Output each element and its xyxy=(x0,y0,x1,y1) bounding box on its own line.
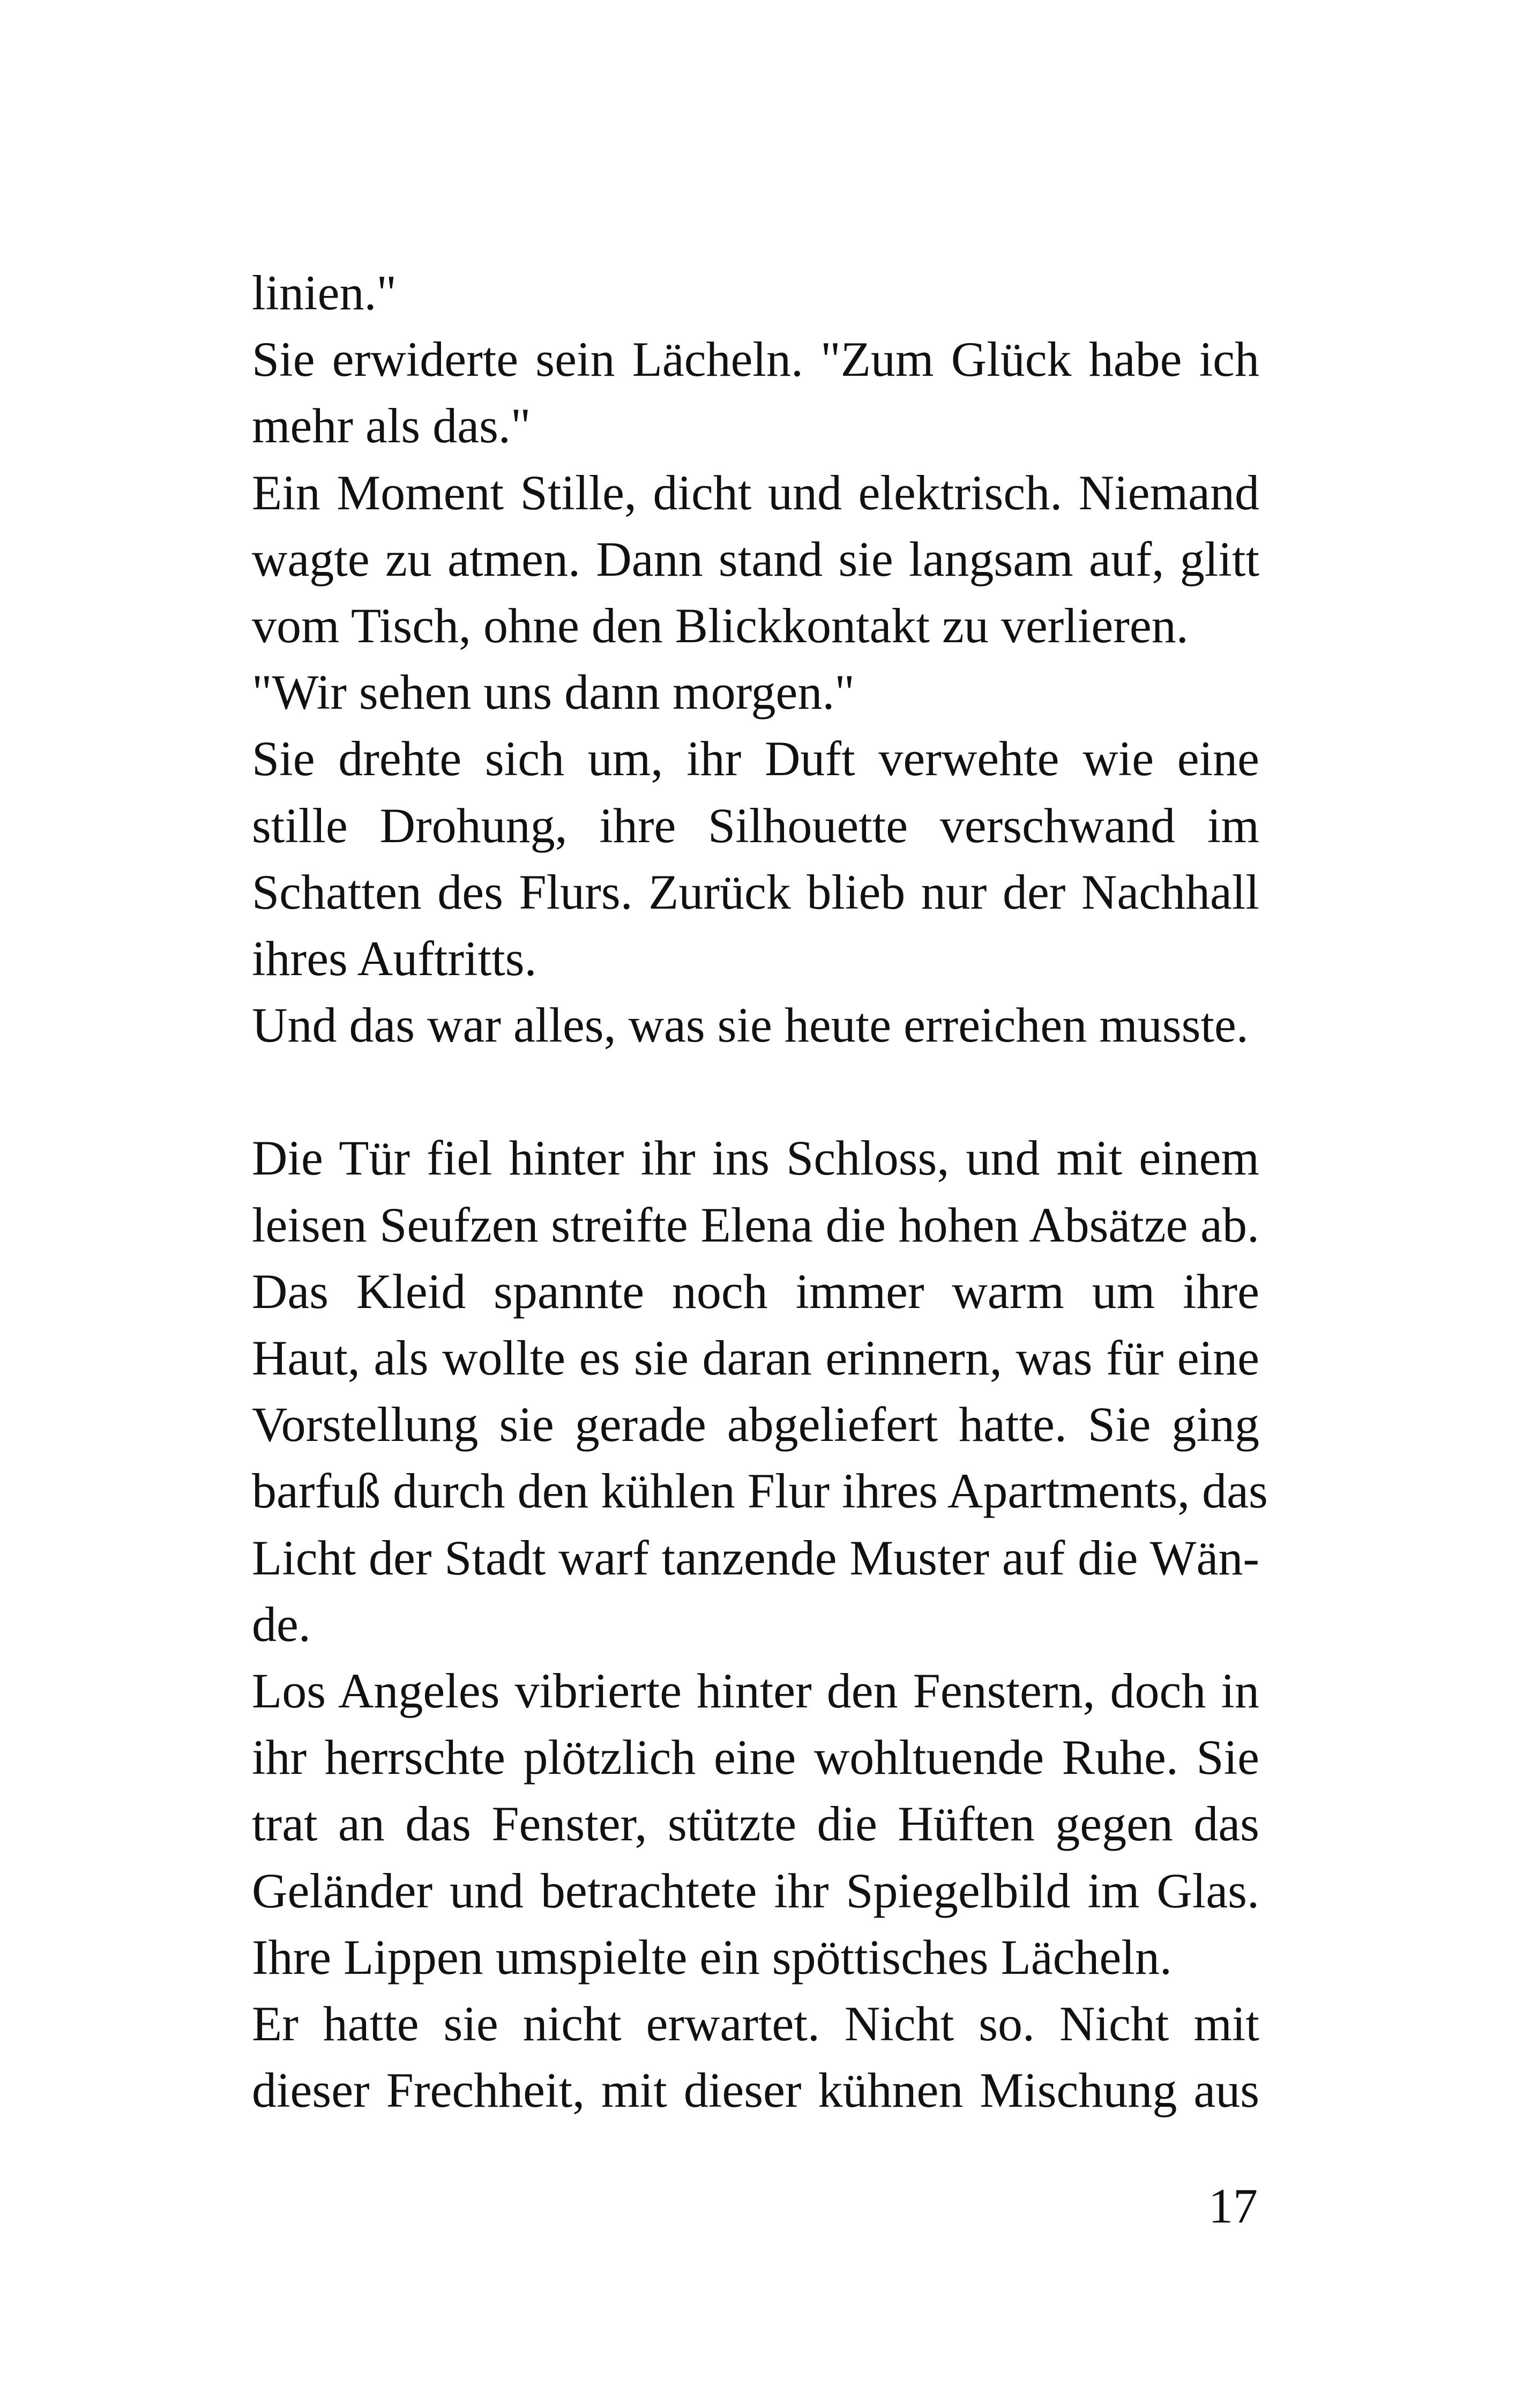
text-line: Ein Moment Stille, dicht und elektrisch. Niemand xyxy=(252,465,1259,520)
text-line: Sie erwiderte sein Lächeln. "Zum Glück habe ich xyxy=(252,332,1259,387)
text-line: de. xyxy=(252,1596,311,1652)
text-line: mehr als das." xyxy=(252,398,531,454)
text-line: Geländer und betrachtete ihr Spiegelbild im Glas. xyxy=(252,1863,1259,1918)
text-line: Sie drehte sich um, ihr Duft verwehte wie eine xyxy=(252,731,1259,786)
text-line: vom Tisch, ohne den Blickkontakt zu verlieren. xyxy=(252,598,1189,653)
text-line: Er hatte sie nicht erwartet. Nicht so. Nicht mit xyxy=(252,1996,1259,2051)
text-line: trat an das Fenster, stützte die Hüften gegen das xyxy=(252,1796,1259,1852)
text-line: ihr herrschte plötzlich eine wohltuende Ruhe. Sie xyxy=(252,1730,1259,1785)
text-line: "Wir sehen uns dann morgen." xyxy=(252,665,855,720)
text-line: leisen Seufzen streifte Elena die hohen Absätze ab. xyxy=(252,1197,1259,1252)
text-line: Los Angeles vibrierte hinter den Fenstern, doch in xyxy=(252,1663,1259,1718)
text-line: Die Tür fiel hinter ihr ins Schloss, und mit einem xyxy=(252,1131,1259,1186)
text-line: ihres Auftritts. xyxy=(252,931,537,986)
text-line: wagte zu atmen. Dann stand sie langsam auf, glitt xyxy=(252,531,1259,586)
text-line: linien." xyxy=(252,265,397,320)
text-line: stille Drohung, ihre Silhouette verschwand im xyxy=(252,798,1259,853)
text-line: Und das war alles, was sie heute erreichen musste. xyxy=(252,998,1249,1053)
text-line: Ihre Lippen umspielte ein spöttisches Lächeln. xyxy=(252,1929,1172,1985)
text-line: Haut, als wollte es sie daran erinnern, was für eine xyxy=(252,1331,1259,1385)
paragraph-gap xyxy=(252,1058,1259,1125)
text-line: Schatten des Flurs. Zurück blieb nur der Nachhall xyxy=(252,864,1259,919)
text-line: Vorstellung sie gerade abgeliefert hatte. Sie ging xyxy=(252,1397,1259,1452)
text-line: Licht der Stadt warf tanzende Muster auf die Wän- xyxy=(252,1530,1259,1585)
text-line: dieser Frechheit, mit dieser kühnen Mischung aus xyxy=(252,2063,1259,2118)
text-line: barfuß durch den kühlen Flur ihres Apartments, das xyxy=(252,1463,1268,1519)
page-number: 17 xyxy=(1208,2179,1258,2233)
body-text xyxy=(252,259,1268,2123)
text-line: Das Kleid spannte noch immer warm um ihre xyxy=(252,1264,1259,1319)
